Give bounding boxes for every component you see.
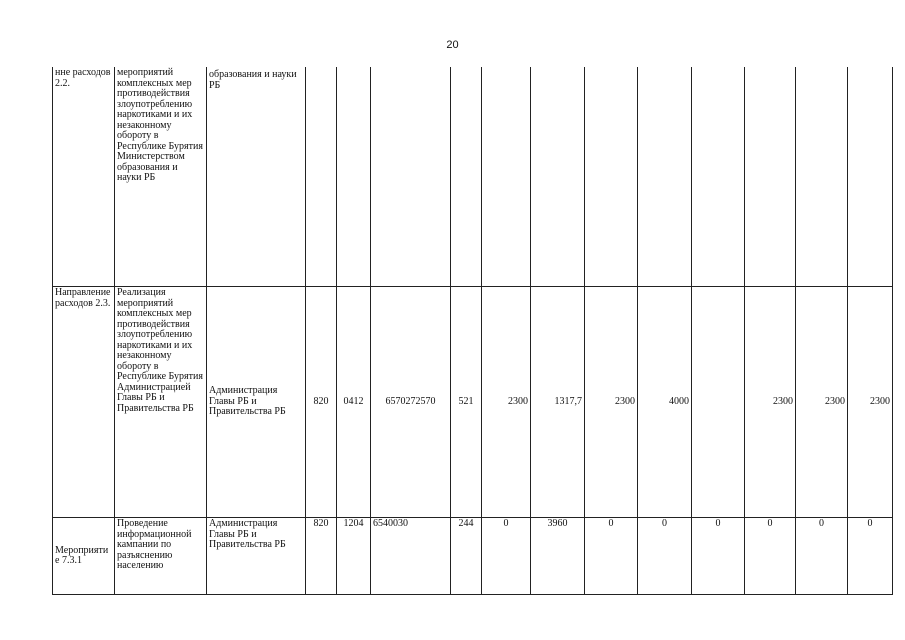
row-description: Проведение информационной кампании по разъяснению населению — [115, 518, 207, 595]
row-value-2: 3960 — [531, 518, 585, 595]
row-rz-pr: 1204 — [337, 518, 371, 595]
row-value-1: 0 — [482, 518, 531, 595]
row-value-4: 0 — [638, 518, 692, 595]
row-vr — [451, 67, 482, 287]
row-grbs: 820 — [306, 518, 337, 595]
row-value-3: 0 — [585, 518, 638, 595]
row-grbs: 820 — [306, 287, 337, 518]
row-value-5 — [692, 67, 745, 287]
row-csr: 6570272570 — [371, 287, 451, 518]
row-value-1 — [482, 67, 531, 287]
page-number: 20 — [446, 39, 459, 51]
row-value-2 — [531, 67, 585, 287]
row-value-4: 4000 — [638, 287, 692, 518]
row-executor: Администрация Главы РБ и Правительства РБ — [207, 287, 306, 518]
table-row — [53, 518, 893, 595]
row-value-8: 2300 — [848, 287, 893, 518]
budget-table — [52, 67, 893, 595]
table-row — [53, 287, 893, 518]
row-vr: 521 — [451, 287, 482, 518]
row-value-4 — [638, 67, 692, 287]
row-rz-pr — [337, 67, 371, 287]
row-csr — [371, 67, 451, 287]
row-value-6: 0 — [745, 518, 796, 595]
row-description: Реализация мероприятий комплексных мер противодействия злоупотреблению наркотиками и их незаконному обороту в Республике Бурятия Администрацией Главы РБ и Правительства РБ — [115, 287, 207, 518]
row-value-1: 2300 — [482, 287, 531, 518]
row-vr: 244 — [451, 518, 482, 595]
row-name: Мероприятие 7.3.1 — [53, 518, 115, 595]
row-value-3 — [585, 67, 638, 287]
row-rz-pr: 0412 — [337, 287, 371, 518]
row-value-5: 0 — [692, 518, 745, 595]
row-value-7: 2300 — [796, 287, 848, 518]
row-value-7 — [796, 67, 848, 287]
row-grbs — [306, 67, 337, 287]
row-value-8 — [848, 67, 893, 287]
row-name: нне расходов 2.2. — [53, 67, 115, 287]
row-value-5 — [692, 287, 745, 518]
row-value-6 — [745, 67, 796, 287]
row-description: мероприятий комплексных мер противодействия злоупотреблению наркотиками и их незаконному обороту в Республике Бурятия Министерством образования и науки РБ — [115, 67, 207, 287]
row-value-7: 0 — [796, 518, 848, 595]
row-executor: Администрация Главы РБ и Правительства РБ — [207, 518, 306, 595]
row-value-6: 2300 — [745, 287, 796, 518]
table-row — [53, 67, 893, 287]
row-value-3: 2300 — [585, 287, 638, 518]
row-name: Направление расходов 2.3. — [53, 287, 115, 518]
row-value-8: 0 — [848, 518, 893, 595]
row-value-2: 1317,7 — [531, 287, 585, 518]
row-executor: образования и науки РБ — [207, 67, 306, 287]
row-csr: 6540030 — [371, 518, 451, 595]
